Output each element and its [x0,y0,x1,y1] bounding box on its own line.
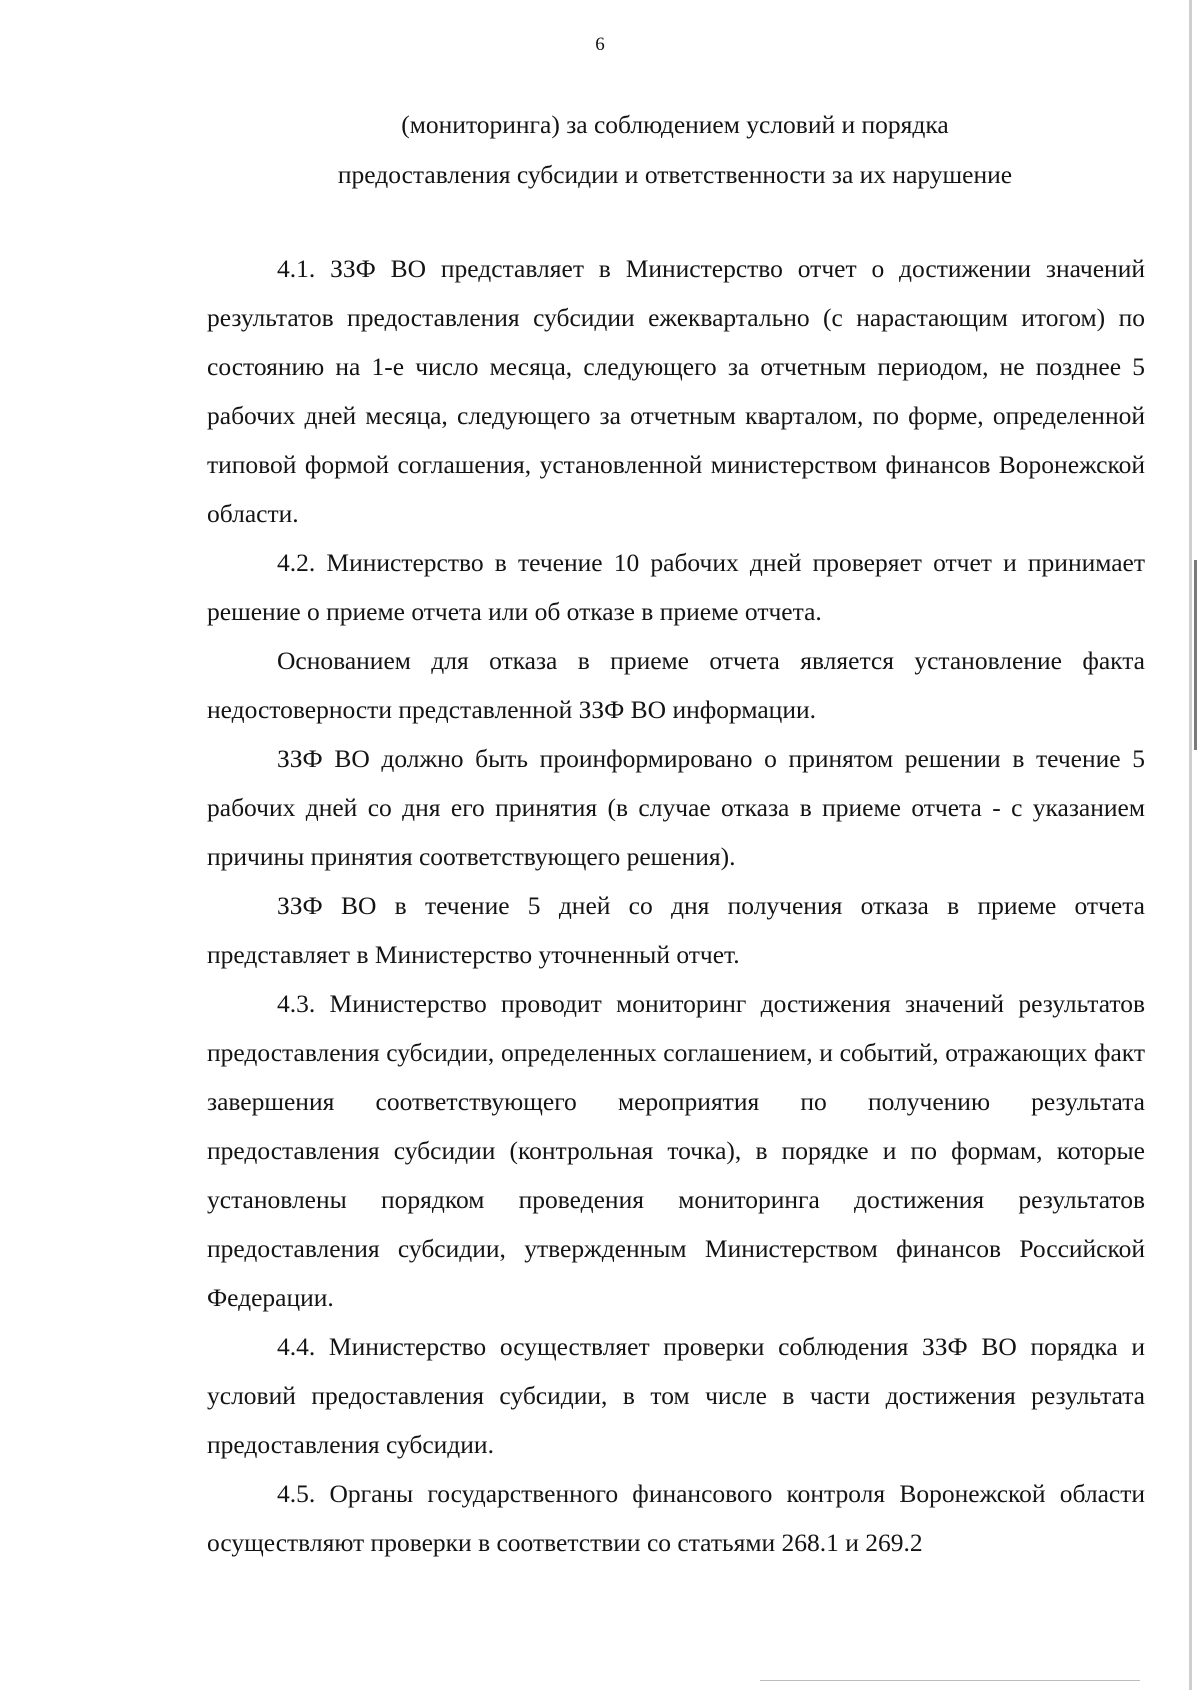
paragraph-notification: ЗЗФ ВО должно быть проинформировано о принятом решении в течение 5 рабочих дней со дня его принятия (в случае отказа в приеме отчета - с указанием причины принятия соответствующего решения). [207,744,1145,871]
page-number: 6 [595,34,605,55]
paragraph-4-2: 4.2. Министерство в течение 10 рабочих дней проверяет отчет и принимает решение о приеме отчета или об отказе в приеме отчета. [207,548,1145,626]
scan-edge-shadow [1189,0,1192,1690]
paragraph-4-1: 4.1. ЗЗФ ВО представляет в Министерство отчет о достижении значений результатов предоставления субсидии ежеквартально (с нарастающим итогом) по состоянию на 1-е число месяца, следующего за отчетным периодом, не позднее 5 рабочих дней месяца, следующего за отчетным кварталом, по форме, определенной типовой формой соглашения, установленной министерством финансов Воронежской области. [207,254,1145,528]
scan-bottom-rule [760,1680,1140,1681]
paragraph-4-5: 4.5. Органы государственного финансового контроля Воронежской области осуществляют проверки в соответствии со статьями 268.1 и 269.2 [207,1479,1145,1557]
section-heading-line-1: (мониторинга) за соблюдением условий и порядка [401,110,949,139]
paragraph-4-4: 4.4. Министерство осуществляет проверки соблюдения ЗЗФ ВО порядка и условий предоставления субсидии, в том числе в части достижения результата предоставления субсидии. [207,1332,1145,1459]
section-heading-line-2: предоставления субсидии и ответственности за их нарушение [337,160,1013,189]
scan-edge-mark [1194,560,1197,750]
section-heading [0,100,1200,200]
paragraph-refusal-grounds: Основанием для отказа в приеме отчета является установление факта недостоверности представленной ЗЗФ ВО информации. [207,646,1145,724]
paragraph-corrected-report: ЗЗФ ВО в течение 5 дней со дня получения отказа в приеме отчета представляет в Министерство уточненный отчет. [207,891,1145,969]
paragraph-4-3: 4.3. Министерство проводит мониторинг достижения значений результатов предоставления субсидии, определенных соглашением, и событий, отражающих факт завершения соответствующего мероприятия по получению результата предоставления субсидии (контрольная точка), в порядке и по формам, которые установлены порядком проведения мониторинга достижения результатов предоставления субсидии, утвержденным Министерством финансов Российской Федерации. [207,989,1145,1312]
body-text [207,244,1145,1567]
